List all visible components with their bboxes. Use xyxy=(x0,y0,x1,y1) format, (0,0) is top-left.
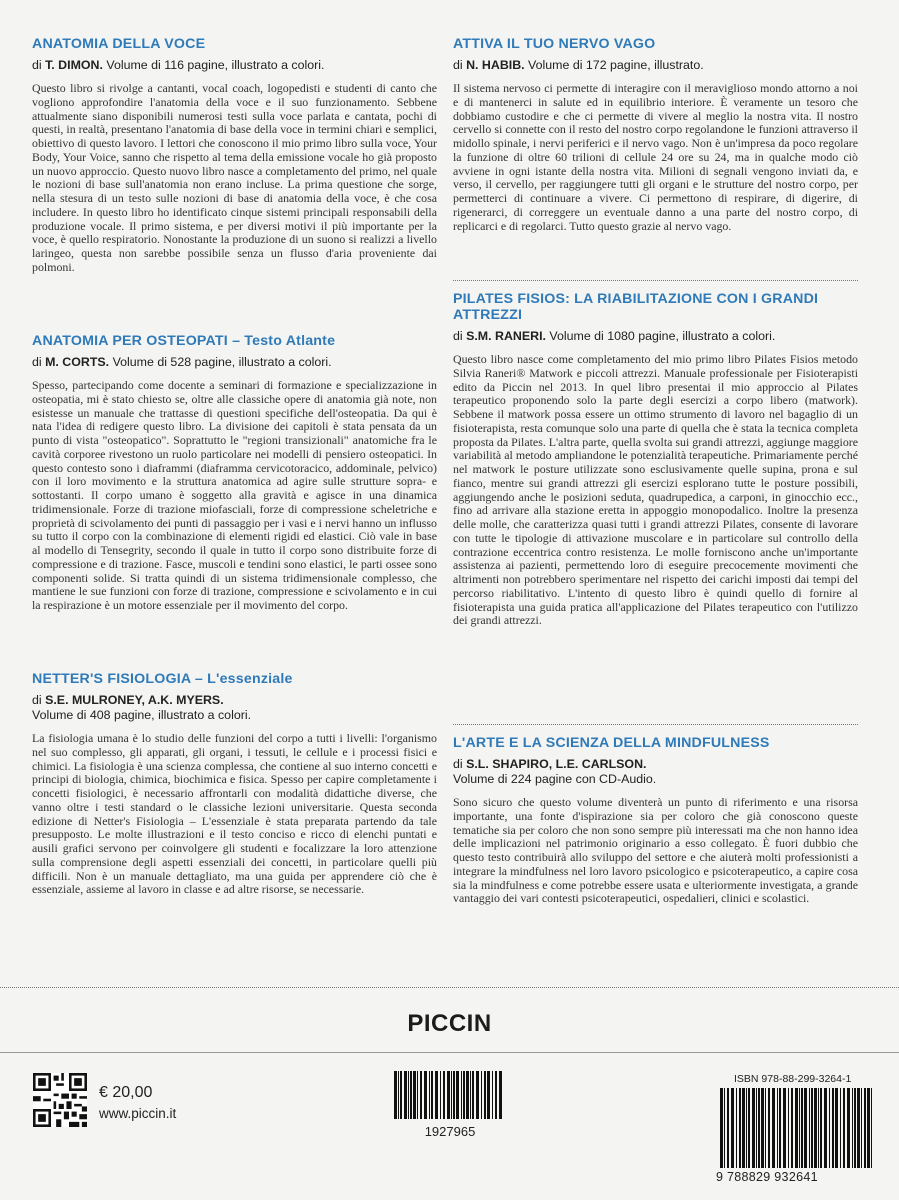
book-author: S.E. MULRONEY, A.K. MYERS. xyxy=(45,693,224,707)
book-author: T. DIMON. xyxy=(45,58,103,72)
book-description: La fisiologia umana è lo studio delle funzioni del corpo a tutti i livelli: l'organismo nel suo complesso, gli apparati, gli organi, i tessuti, le cellule e i processi fisici e chimici. La fisiologia è una scienza complessa, che contiene al suo interno concetti e principi di biologia, chimica, biochimica e fisica. Spesso per capire completamente i concetti fisiologici, è necessario affrontarli con modalità didattiche diverse, che vanno oltre i testi standard o le classiche lezioni universitarie. Questa seconda edizione di Netter's Fisiologia – L'essenziale è stata preparata partendo da tale presupposto. Le molte illustrazioni e il testo conciso e ricco di elenchi puntati e ausili grafici servono per coinvolgere gli studenti e focalizzare la loro attenzione sulla comprensione degli aspetti essenziali dei concetti, in particolare quelli più difficili. Non è un manuale dettagliato, ma una guida per apprendere ciò che è essenziale, assieme al lavoro in classe e ad altre risorse, se necessarie. xyxy=(32,731,437,897)
book-description: Sono sicuro che questo volume diventerà un punto di riferimento e una risorsa importante, una fonte d'ispirazione sia per coloro che già conoscono queste tematiche sia per coloro che non sono sempre più interessati ma che non hanno idea delle implicazioni nel patrimonio originario a esso collegato. È fuori dubbio che questo testo contribuirà allo sviluppo del settore e che aiuterà molti professionisti a integrare la mindfulness nel loro lavoro psicologico e psicoterapeutico, a capire cosa sia la mindfulness e come potrebbe essere usata e ulteriormente investigata, a grande vantaggio dei vari contesti psicoterapeutici, ospedalieri, clinici e scolastici. xyxy=(453,795,858,906)
book-author-line: di N. HABIB. Volume di 172 pagine, illustrato. xyxy=(453,58,704,72)
book-author-line: di S.M. RANERI. Volume di 1080 pagine, illustrato a colori. xyxy=(453,329,776,343)
footer-divider xyxy=(0,987,899,988)
book-author-line: di S.L. SHAPIRO, L.E. CARLSON. xyxy=(453,757,647,771)
right-column xyxy=(453,36,858,955)
book-author-line: di M. CORTS. Volume di 528 pagine, illustrato a colori. xyxy=(32,355,332,369)
book-entry xyxy=(32,36,437,333)
website-link[interactable]: www.piccin.it xyxy=(99,1106,177,1121)
book-title: NETTER'S FISIOLOGIA – L'essenziale xyxy=(32,671,293,687)
section-divider xyxy=(453,724,858,725)
book-details: Volume di 528 pagine, illustrato a colori. xyxy=(109,355,332,369)
book-description: Spesso, partecipando come docente a seminari di formazione e specializzazione in osteopatia, mi è stato chiesto se, oltre alle classiche opere di anatomia già note, non esistesse un manuale che trattasse di questioni specifiche dell'osteopatia. Da qui è nata l'idea di redigere questo libro. La divisione dei capitoli è stata pensata da un punto di vista "osteopatico". Soprattutto le "regioni transizionali" anatomiche fra le cavità corporee rivestono un ruolo particolare nei modelli di pensiero osteopatici. In questo contesto sono i diaframmi (diaframma cervicotoracico, addominale, pelvico) con il loro movimento e la struttura anatomica ad agire sulle strutture sopra- e sottostanti. Il corpo umano è soggetto alla gravità e agisce in una dinamica tridimensionale. Forze di trazione miofasciali, forze di compressione scheletriche e proprietà di scivolamento dei punti di passaggio per i vasi e i nervi hanno un influsso su tutto il corpo con la combinazione di elementi rigidi ed elastici. Ciò vale in base al modello di Tensegrity, secondo il quale in tutto il corpo sono distribuite forze di compressione e di trazione. Fasce, muscoli e tendini sono elastici, le parti ossee sono componenti solide. Si tratta quindi di un sistema tridimensionale complesso, che mantiene le sue funzioni con forze di trazione, compressione e scivolamento e in cui la respirazione è un motore essenziale per il movimento del corpo. xyxy=(32,378,437,612)
book-details: Volume di 1080 pagine, illustrato a colori. xyxy=(545,329,776,343)
footer-rule xyxy=(0,1052,899,1053)
book-author-line: di T. DIMON. Volume di 116 pagine, illustrato a colori. xyxy=(32,58,325,72)
book-entry xyxy=(453,735,858,955)
isbn: ISBN 978-88-299-3264-1 xyxy=(734,1073,852,1085)
book-details: Volume di 116 pagine, illustrato a colori. xyxy=(102,58,325,72)
ean-number: 9 788829 932641 xyxy=(716,1170,818,1184)
price: € 20,00 xyxy=(99,1084,153,1101)
book-description: Questo libro si rivolge a cantanti, vocal coach, logopedisti e studenti di canto che vogliono approfondire l'anatomia della voce e il suo funzionamento. Sebbene attualmente siano disponibili numerosi testi sulla voce parlata e cantata, pochi di questi, in realtà, presentano l'anatomia di base della voce in termini chiari e semplici, obiettivo di questo lavoro. I lettori che conoscono il mio primo libro sulla voce, Your Body, Your Voice, sanno che rispetto al tema della emissione vocale ho già proposto un nuovo approccio. Questo nuovo libro nasce a completamento del primo, nel quale le nozioni di base sull'anatomia non erano incluse. La prima questione che sorge, nella stesura di un testo sulle nozioni di base di anatomia della voce, è che cosa includere. In questo libro ho identificato cinque sistemi principali responsabili della produzione vocale. Il primo sistema, e per diversi motivi il più importante per la voce, è quello respiratorio. Nonostante la produzione di un suono si realizzi a livello laringeo, questa non sarebbe possibile senza un flusso d'aria proveniente dai polmoni. xyxy=(32,81,437,274)
book-entry xyxy=(32,333,437,671)
barcode-icon xyxy=(394,1071,506,1119)
book-title: ANATOMIA PER OSTEOPATI – Testo Atlante xyxy=(32,333,336,349)
publisher-logo: PICCIN xyxy=(407,1010,492,1037)
book-entry xyxy=(453,291,858,714)
book-details: Volume di 172 pagine, illustrato. xyxy=(524,58,704,72)
qr-code-icon xyxy=(33,1073,87,1127)
book-author: S.L. SHAPIRO, L.E. CARLSON. xyxy=(466,757,647,771)
left-column xyxy=(32,36,437,945)
book-description: Questo libro nasce come completamento del mio primo libro Pilates Fisios metodo Silvia Raneri® Matwork e piccoli attrezzi. Manuale professionale per Fisioterapisti edito da Piccin nel 2013. In quel libro presentai il mio approccio al Pilates terapeutico proponendo solo la parte degli esercizi a corpo libero (matwork). Sebbene il matwork possa essere un ottimo strumento di lavoro nel bagaglio di un fisioterapista, resta comunque solo una parte di quella che è stata la tecnica completa proposta da Pilates. L'altra parte, quella svolta sui grandi attrezzi, aggiunge maggiore variabilità al metodo ampliandone le potenzialità terapeutiche. Primariamente perché nel matwork le posture utilizzate sono esclusivamente quelle supina, prona e sul fianco, mentre sui grandi attrezzi gli esercizi esplorano tutte le posture possibili, aggiungendo anche le posizioni seduta, quadrupedica, a carponi, in ginocchio ecc., fino ad arrivare alla stazione eretta in appoggio monopodalico. Inoltre la presenza delle molle, che caratterizza quasi tutti i grandi attrezzi Pilates, consente di lavorare con tutte le tipologie di attivazione muscolare e in particolare sul controllo della contrazione eccentrica contro resistenza. Le molle forniscono anche un'importante assistenza ai pazienti, permettendo loro di eseguire precocemente movimenti che altrimenti non potrebbero sperimentare nel rispetto dei carichi imposti dai tempi del percorso riabilitativo. L'intento di questo libro è quindi quello di fornire al fisioterapista una guida pratica all'applicazione del Pilates terapeutico con l'utilizzo dei grandi attrezzi. xyxy=(453,352,858,628)
isbn-barcode-icon xyxy=(720,1088,875,1168)
book-entry xyxy=(453,36,858,270)
section-divider xyxy=(453,280,858,281)
book-author: N. HABIB. xyxy=(466,58,525,72)
book-details: Volume di 408 pagine, illustrato a colori. xyxy=(32,708,252,722)
book-details: Volume di 224 pagine con CD-Audio. xyxy=(453,772,657,786)
book-author-line: di S.E. MULRONEY, A.K. MYERS. xyxy=(32,693,224,707)
book-title: L'ARTE E LA SCIENZA DELLA MINDFULNESS xyxy=(453,735,770,751)
book-title: PILATES FISIOS: LA RIABILITAZIONE CON I GRANDI ATTREZZI xyxy=(453,291,819,323)
book-author: S.M. RANERI. xyxy=(466,329,546,343)
book-description: Il sistema nervoso ci permette di interagire con il meraviglioso mondo attorno a noi e di mantenerci in salute ed in equilibrio interiore. È veramente un tesoro che dobbiamo custodire e che ci permette di vivere al meglio la nostra vita. Il nostro cervello si connette con il resto del nostro corpo regolandone le funzioni attraverso il midollo spinale, i nervi periferici e il nervo vago. Non è un'impresa da poco regolare la funzione di oltre 60 trilioni di cellule 24 ore su 24, ma in qualche modo ciò avviene in ogni istante della nostra vita. Milioni di segnali vengono inviati da, e verso, il cervello, per raggiungere tutti gli organi e le strutture del nostro corpo, per permetterci di continuare a vivere. Ci permettono di respirare, di digerire, di rigenerarci, di correggere un eventuale danno a una parte del nostro corpo, di replicarci e di regolarci. Tutto questo grazie al nervo vago. xyxy=(453,81,858,233)
book-title: ANATOMIA DELLA VOCE xyxy=(32,36,206,52)
product-code: 1927965 xyxy=(424,1124,476,1139)
book-entry xyxy=(32,671,437,945)
book-author: M. CORTS. xyxy=(45,355,110,369)
book-title: ATTIVA IL TUO NERVO VAGO xyxy=(453,36,656,52)
